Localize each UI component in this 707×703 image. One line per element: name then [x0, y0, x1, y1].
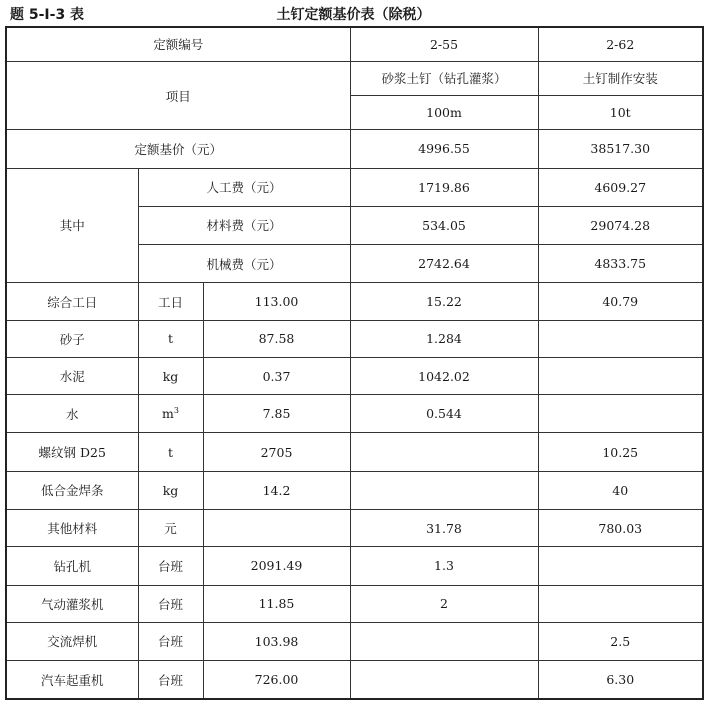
row-unit: 台班 [138, 622, 203, 660]
row-col1: 1042.02 [350, 357, 538, 394]
table-row [6, 283, 703, 320]
table-row [6, 433, 703, 471]
unit-base: m [162, 406, 174, 422]
material-cost-col1: 534.05 [350, 206, 538, 244]
row-col2 [538, 395, 703, 433]
row-col1: 15.22 [350, 283, 538, 320]
table-row [6, 357, 703, 394]
row-col1 [350, 433, 538, 471]
base-price-col2: 38517.30 [538, 130, 703, 168]
machine-cost-col1: 2742.64 [350, 245, 538, 283]
row-col2: 780.03 [538, 510, 703, 547]
row-price: 103.98 [203, 622, 350, 660]
col1-code: 2-55 [350, 27, 538, 61]
item-label: 项目 [6, 61, 350, 130]
row-price: 113.00 [203, 283, 350, 320]
table-title: 土钉定额基价表（除税） [276, 7, 431, 23]
row-name: 钻孔机 [6, 547, 138, 585]
machine-cost-label: 机械费（元） [138, 245, 350, 283]
table-row [6, 622, 703, 660]
row-unit: 台班 [138, 661, 203, 699]
row-name: 水 [6, 395, 138, 433]
table-row [6, 661, 703, 699]
row-col2: 10.25 [538, 433, 703, 471]
labor-cost-col2: 4609.27 [538, 168, 703, 206]
row-col1 [350, 471, 538, 509]
of-which-label: 其中 [6, 168, 138, 283]
col2-code: 2-62 [538, 27, 703, 61]
table-row [6, 585, 703, 622]
row-name: 水泥 [6, 357, 138, 394]
row-col2 [538, 547, 703, 585]
labor-cost-label: 人工费（元） [138, 168, 350, 206]
row-col1: 31.78 [350, 510, 538, 547]
row-name: 气动灌浆机 [6, 585, 138, 622]
base-price-col1: 4996.55 [350, 130, 538, 168]
row-price [203, 510, 350, 547]
row-col1 [350, 661, 538, 699]
row-col2: 40 [538, 471, 703, 509]
row-unit: 工日 [138, 283, 203, 320]
row-price: 7.85 [203, 395, 350, 433]
row-name: 其他材料 [6, 510, 138, 547]
row-unit [138, 395, 203, 433]
machine-cost-col2: 4833.75 [538, 245, 703, 283]
row-name: 砂子 [6, 320, 138, 357]
quota-table [5, 26, 704, 700]
unit-superscript: 3 [173, 406, 179, 416]
row-price: 0.37 [203, 357, 350, 394]
table-number-label: 题 5-Ⅰ-3 表 [10, 7, 85, 23]
row-price: 2705 [203, 433, 350, 471]
row-col2 [538, 585, 703, 622]
col2-unit: 10t [538, 96, 703, 130]
row-col2 [538, 320, 703, 357]
base-price-label: 定额基价（元） [6, 130, 350, 168]
row-col2: 6.30 [538, 661, 703, 699]
col1-unit: 100m [350, 96, 538, 130]
table-row [6, 471, 703, 509]
col1-name: 砂浆土钉（钻孔灌浆） [350, 61, 538, 95]
row-name: 交流焊机 [6, 622, 138, 660]
row-price: 726.00 [203, 661, 350, 699]
table-row [6, 510, 703, 547]
row-name: 螺纹钢 D25 [6, 433, 138, 471]
row-col1: 1.3 [350, 547, 538, 585]
row-unit: kg [138, 357, 203, 394]
row-name: 综合工日 [6, 283, 138, 320]
row-name: 低合金焊条 [6, 471, 138, 509]
row-col2 [538, 357, 703, 394]
row-col1: 2 [350, 585, 538, 622]
row-unit: kg [138, 471, 203, 509]
row-price: 87.58 [203, 320, 350, 357]
row-col1: 1.284 [350, 320, 538, 357]
material-cost-col2: 29074.28 [538, 206, 703, 244]
row-price: 14.2 [203, 471, 350, 509]
row-price: 2091.49 [203, 547, 350, 585]
row-unit: 元 [138, 510, 203, 547]
row-name: 汽车起重机 [6, 661, 138, 699]
col2-name: 土钉制作安装 [538, 61, 703, 95]
row-col1 [350, 622, 538, 660]
table-row [6, 547, 703, 585]
header [0, 0, 707, 26]
row-unit: t [138, 433, 203, 471]
row-unit: 台班 [138, 585, 203, 622]
material-cost-label: 材料费（元） [138, 206, 350, 244]
row-col2: 2.5 [538, 622, 703, 660]
row-unit: t [138, 320, 203, 357]
row-price: 11.85 [203, 585, 350, 622]
quota-no-label: 定额编号 [6, 27, 350, 61]
row-col1: 0.544 [350, 395, 538, 433]
table-row [6, 395, 703, 433]
labor-cost-col1: 1719.86 [350, 168, 538, 206]
row-unit: 台班 [138, 547, 203, 585]
row-col2: 40.79 [538, 283, 703, 320]
table-row [6, 320, 703, 357]
